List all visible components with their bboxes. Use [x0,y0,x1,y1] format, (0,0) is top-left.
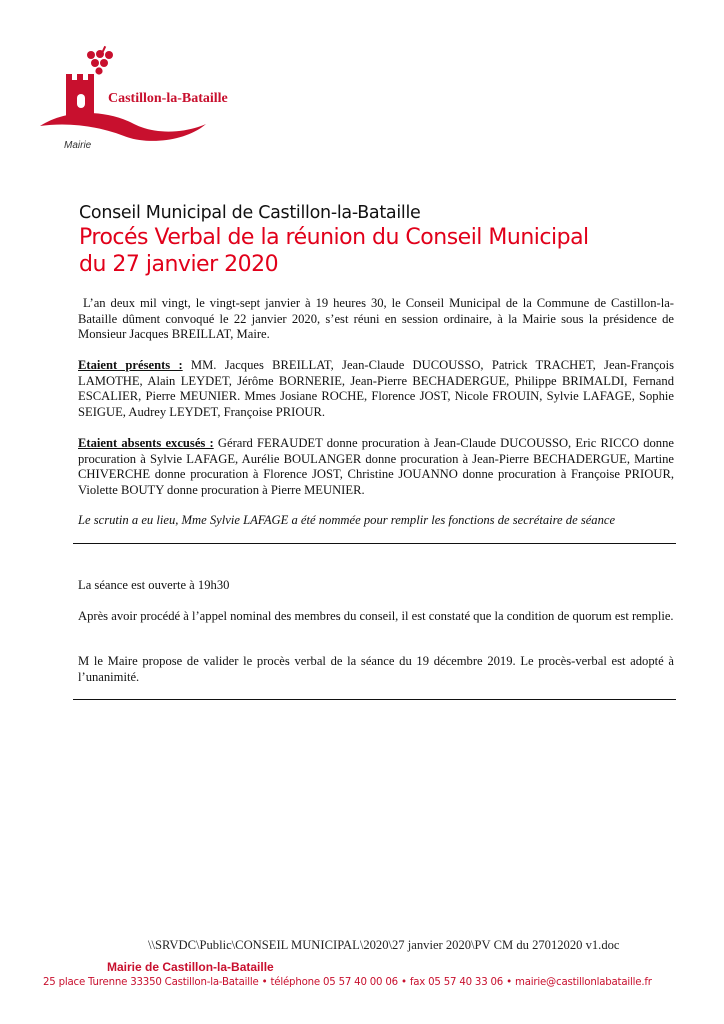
council-heading: Conseil Municipal de Castillon-la-Bataille [79,203,421,223]
present-list: MM. Jacques BREILLAT, Jean-Claude DUCOUSSO, Patrick TRACHET, Jean-François LAMOTHE, Alain LEYDET, Jérôme BORNERIE, Jean-Pierre BECHADERGUE, Philippe BRIMALDI, Fernand ESCALIER, Pierre MEUNIER. Mmes Josiane ROCHE, Florence JOST, Nicole FROUIN, Sylvie LAFAGE, Sophie SEIGUE, Audrey LEYDET, Françoise PRIOUR. [78,358,674,419]
town-logo [38,44,258,154]
town-name-wordmark: Castillon-la-Bataille [108,91,228,106]
divider [73,699,676,700]
absent-paragraph [78,436,674,498]
intro-text: L’an deux mil vingt, le vingt-sept janvier à 19 heures 30, le Conseil Municipal de la Commune de Castillon-la-Bataille dûment convoqué le 22 janvier 2020, s’est réuni en session ordinaire, à la Mairie sous la présidence de Monsieur Jacques BREILLAT, Maire. [78,296,674,341]
present-paragraph [78,358,674,420]
document-header [79,202,679,278]
absent-list: Gérard FERAUDET donne procuration à Jean-Claude DUCOUSSO, Eric RICCO donne procuration à Sylvie LAFAGE, Aurélie BOULANGER donne procuration à Jean-Pierre BECHADERGUE, Martine CHIVERCHE donne procuration à Florence JOST, Christine JOUANNO donne procuration à Françoise PRIOUR, Violette BOUTY donne procuration à Pierre MEUNIER. [78,436,674,497]
session-opening: La séance est ouverte à 19h30 [78,578,230,592]
footer-contact: 25 place Turenne 33350 Castillon-la-Bataille • téléphone 05 57 40 00 06 • fax 05 57 40 33 06 • mairie@castillonlabataille.fr [43,977,652,988]
mairie-label: Mairie [64,140,92,151]
quorum-paragraph: Après avoir procédé à l’appel nominal des membres du conseil, il est constaté que la condition de quorum est remplie. [78,609,674,623]
file-path: \\SRVDC\Public\CONSEIL MUNICIPAL\2020\27 janvier 2020\PV CM du 27012020 v1.doc [148,938,620,952]
present-label: Etaient présents : [78,358,183,372]
intro-paragraph [78,296,674,343]
footer-organization: Mairie de Castillon-la-Bataille [107,960,274,974]
minutes-approval-paragraph: M le Maire propose de valider le procès verbal de la séance du 19 décembre 2019. Le procès-verbal est adopté à l’unanimité. [78,654,674,684]
secretary-paragraph: Le scrutin a eu lieu, Mme Sylvie LAFAGE a été nommée pour remplir les fonctions de secrétaire de séance [78,513,616,527]
document-title-line2: du 27 janvier 2020 [79,252,279,277]
document-title-line1: Procés Verbal de la réunion du Conseil Municipal [79,225,589,250]
divider [73,543,676,544]
absent-label: Etaient absents excusés : [78,436,214,450]
